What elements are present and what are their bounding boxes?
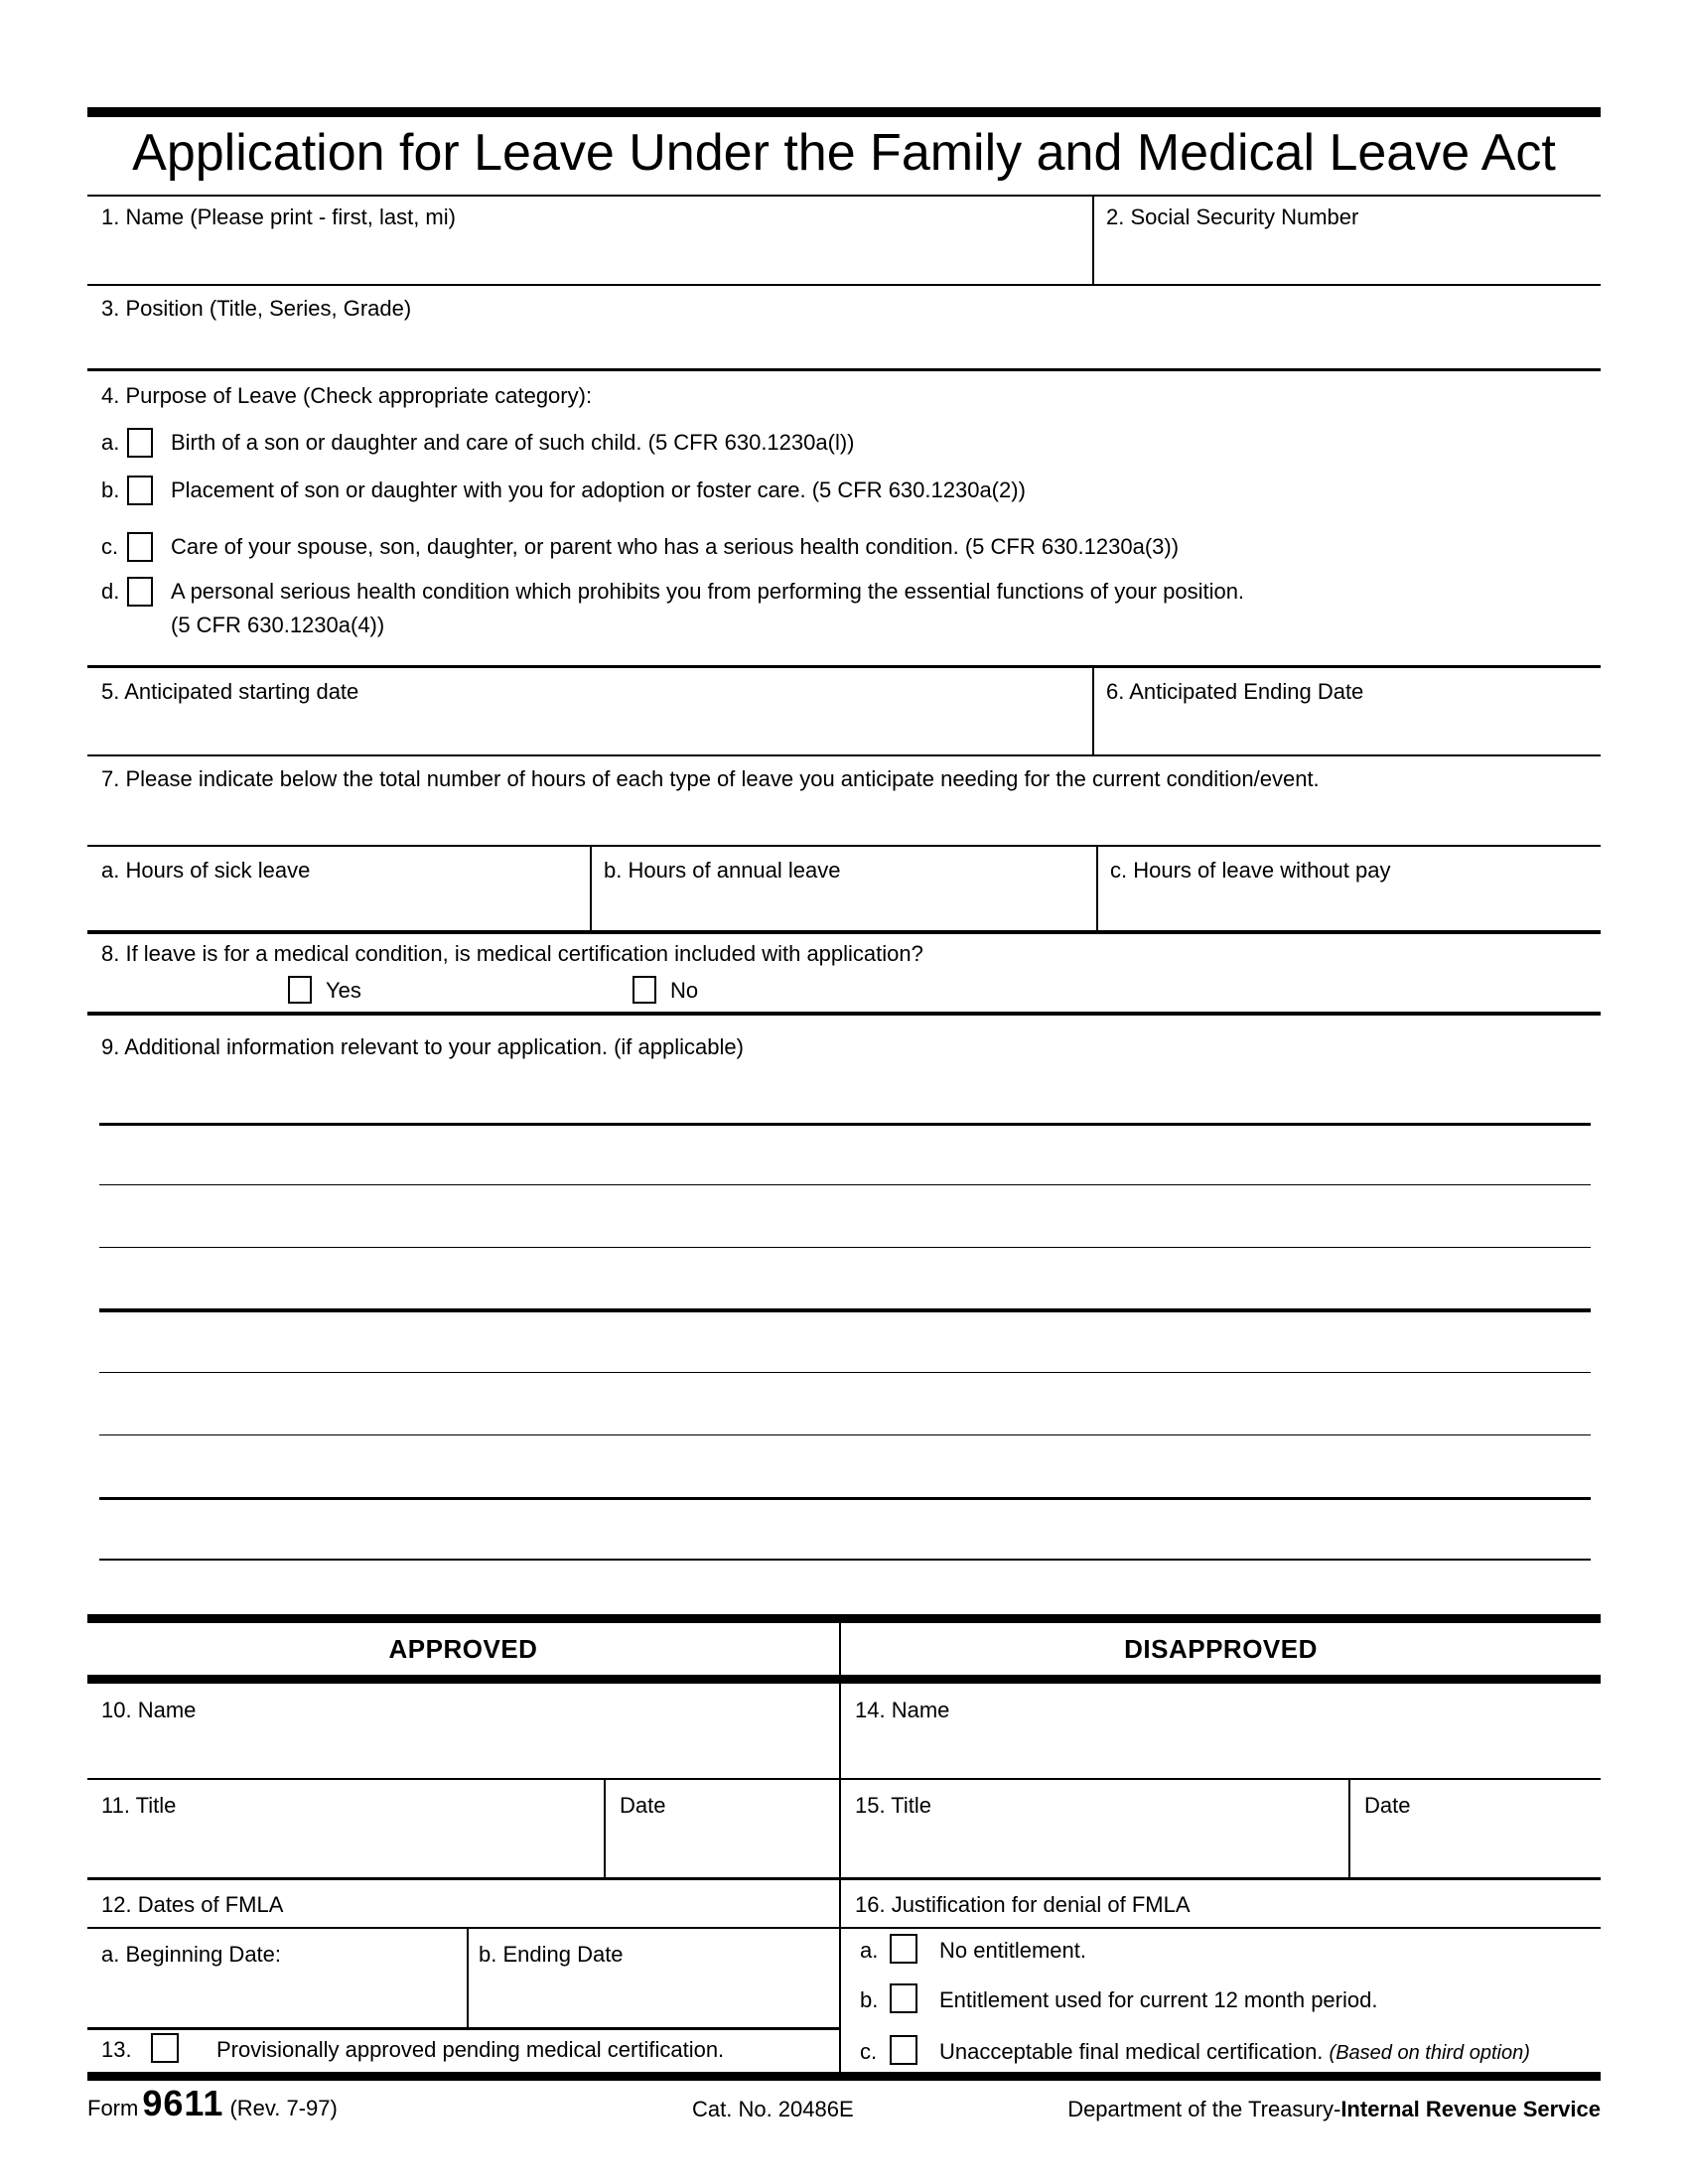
footer-revision: (Rev. 7-97)	[229, 2096, 338, 2120]
provisional-approval-checkbox[interactable]	[151, 2033, 179, 2063]
disapprover-title-label: 15. Title	[855, 1793, 932, 1818]
ssn-field-label: 2. Social Security Number	[1106, 205, 1359, 229]
footer-dept-prefix: Department of the Treasury-	[1067, 2097, 1341, 2121]
denial-checkbox-c[interactable]	[890, 2035, 917, 2065]
denial-option-a-text: No entitlement.	[939, 1938, 1086, 1963]
ending-date-label: b. Ending Date	[479, 1942, 624, 1967]
purpose-checkbox-d[interactable]	[127, 577, 153, 607]
form-title: Application for Leave Under the Family and Medical Leave Act	[132, 124, 1556, 182]
denial-option-b-letter: b.	[860, 1987, 879, 2012]
end-date-field-label: 6. Anticipated Ending Date	[1106, 679, 1364, 704]
approval-row2-rule	[87, 1877, 1601, 1880]
approver-name-label: 10. Name	[101, 1698, 197, 1722]
cert-no-checkbox[interactable]	[633, 976, 656, 1004]
position-field-label: 3. Position (Title, Series, Grade)	[101, 296, 412, 321]
purpose-option-d-text-line2: (5 CFR 630.1230a(4))	[171, 613, 385, 637]
purpose-option-d-letter: d.	[101, 579, 120, 604]
approver-date-label: Date	[620, 1793, 666, 1818]
beginning-date-label: a. Beginning Date:	[101, 1942, 282, 1967]
purpose-option-a-text: Birth of a son or daughter and care of such child. (5 CFR 630.1230a(l))	[171, 430, 855, 455]
start-date-field-label: 5. Anticipated starting date	[101, 679, 359, 704]
med-cert-question-label: 8. If leave is for a medical condition, is medical certification included with application?	[101, 941, 923, 966]
hours-section-label: 7. Please indicate below the total number of hours of each type of leave you anticipate needing for the current condition/event.	[101, 766, 1320, 791]
name-field-label: 1. Name (Please print - first, last, mi)	[101, 205, 456, 229]
row3-bottom-rule	[87, 368, 1601, 371]
approval-table-top-bar	[87, 1614, 1601, 1623]
provisional-approval-text: Provisionally approved pending medical certification.	[216, 2037, 725, 2062]
fmla-dates-label: 12. Dates of FMLA	[101, 1892, 284, 1917]
purpose-option-b-letter: b.	[101, 478, 120, 502]
footer-dept-bold: Internal Revenue Service	[1340, 2097, 1601, 2121]
purpose-option-c-letter: c.	[101, 534, 119, 559]
writing-line-4	[99, 1308, 1591, 1312]
disapprover-date-label: Date	[1364, 1793, 1411, 1818]
disapprover-name-label: 14. Name	[855, 1698, 950, 1722]
purpose-option-c-text: Care of your spouse, son, daughter, or parent who has a serious health condition. (5 CFR 630.1230a(3))	[171, 534, 1180, 559]
sick-leave-hours-label: a. Hours of sick leave	[101, 858, 311, 883]
denial-option-a-letter: a.	[860, 1938, 879, 1963]
approved-header: APPROVED	[388, 1634, 538, 1664]
purpose-option-b-text: Placement of son or daughter with you for adoption or foster care. (5 CFR 630.1230a(2))	[171, 478, 1026, 502]
footer-catalog-number: Cat. No. 20486E	[692, 2097, 854, 2121]
footer-form-id	[87, 2083, 338, 2124]
cert-yes-checkbox[interactable]	[288, 976, 312, 1004]
additional-info-label: 9. Additional information relevant to your application. (if applicable)	[101, 1034, 744, 1059]
approver-title-label: 11. Title	[101, 1793, 177, 1818]
approval-table-bottom-bar	[87, 2072, 1601, 2081]
footer-department	[1067, 2097, 1601, 2122]
footer-form-number: 9611	[142, 2083, 224, 2123]
annual-leave-hours-label: b. Hours of annual leave	[604, 858, 841, 883]
writing-line-6	[99, 1434, 1591, 1435]
denial-option-c-text	[939, 2037, 1530, 2068]
writing-line-7	[99, 1497, 1591, 1500]
purpose-option-a-letter: a.	[101, 430, 120, 455]
section7-bottom-rule	[87, 930, 1601, 934]
writing-line-3	[99, 1247, 1591, 1248]
denial-checkbox-b[interactable]	[890, 1983, 917, 2013]
additional-info-writing-area[interactable]	[99, 1072, 1591, 1569]
lwop-hours-label: c. Hours of leave without pay	[1110, 858, 1391, 883]
purpose-section-label: 4. Purpose of Leave (Check appropriate category):	[101, 383, 593, 408]
provisional-number: 13.	[101, 2037, 132, 2062]
denial-justification-label: 16. Justification for denial of FMLA	[855, 1892, 1191, 1917]
purpose-option-d-text: A personal serious health condition which prohibits you from performing the essential functions of your position.	[171, 579, 1245, 604]
writing-line-2	[99, 1184, 1591, 1185]
purpose-checkbox-b[interactable]	[127, 476, 153, 505]
writing-line-1	[99, 1123, 1591, 1126]
footer-form-word: Form	[87, 2096, 139, 2120]
row5-bottom-rule	[87, 754, 1601, 756]
approver-name-area[interactable]	[87, 1684, 839, 1778]
disapprover-name-area[interactable]	[841, 1684, 1601, 1778]
purpose-checkbox-a[interactable]	[127, 428, 153, 458]
cert-yes-label: Yes	[326, 978, 361, 1003]
purpose-checkbox-c[interactable]	[127, 532, 153, 562]
denial-option-b-text: Entitlement used for current 12 month period.	[939, 1987, 1378, 2012]
section8-bottom-rule	[87, 1012, 1601, 1016]
denial-option-c-note: (Based on third option)	[1329, 2042, 1530, 2064]
cert-no-label: No	[670, 978, 699, 1003]
fmla-dates-bottom-rule	[87, 2027, 841, 2030]
denial-option-c-letter: c.	[860, 2039, 878, 2064]
approval-header-bottom-bar	[87, 1675, 1601, 1684]
denial-checkbox-a[interactable]	[890, 1934, 917, 1964]
denial-option-c-main: Unacceptable final medical certification.	[939, 2039, 1324, 2064]
writing-line-5	[99, 1372, 1591, 1373]
writing-line-8	[99, 1559, 1591, 1561]
disapproved-header: DISAPPROVED	[1124, 1634, 1318, 1664]
